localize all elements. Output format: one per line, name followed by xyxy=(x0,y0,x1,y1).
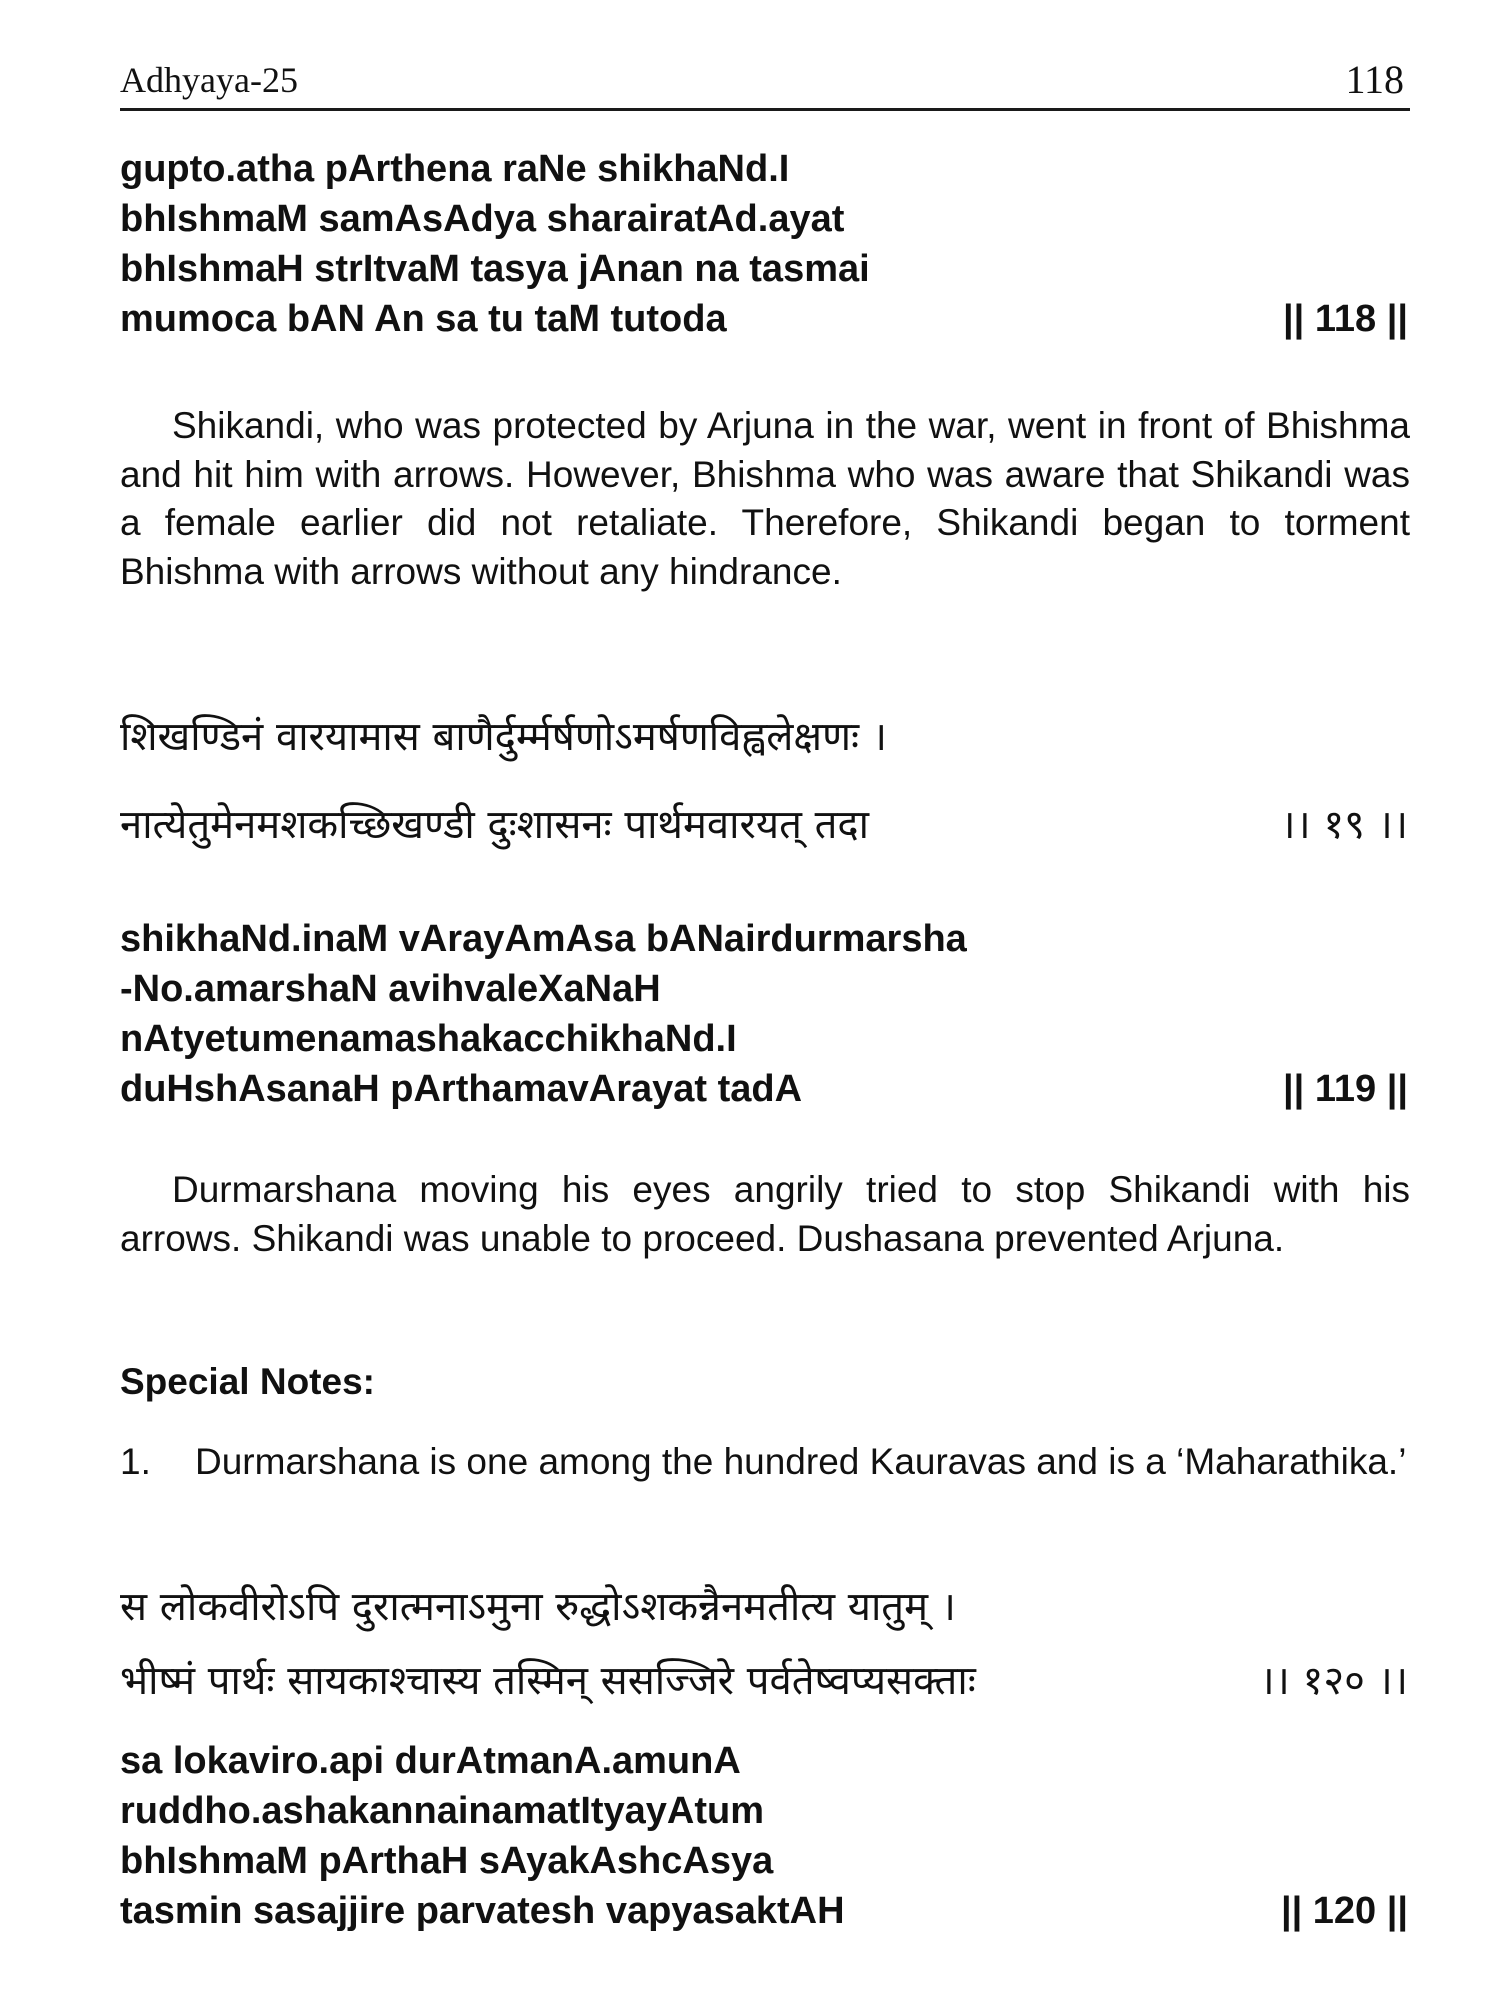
sanskrit-line xyxy=(120,1646,1410,1716)
translit-line xyxy=(120,1064,1410,1114)
translit-line: bhIshmaH strItvaM tasya jAnan na tasmai xyxy=(120,248,870,290)
sanskrit-verse-number: ।। १२० ।। xyxy=(1259,1658,1408,1704)
translit-line: bhIshmaM samAsAdya sharairatAd.ayat xyxy=(120,198,845,240)
special-notes xyxy=(120,1358,1410,1487)
translit-line xyxy=(120,294,1410,344)
note-item xyxy=(120,1438,1410,1487)
translit-line xyxy=(120,1886,1410,1936)
translation-paragraph: Durmarshana moving his eyes angrily tried to stop Shikandi with his arrows. Shikandi was unable to proceed. Dushasana prevented Arjuna. xyxy=(120,1169,1410,1259)
sanskrit-line-text: नात्येतुमेनमशकच्छिखण्डी दुःशासनः पार्थमवारयत् तदा xyxy=(120,802,869,848)
verse-number: || 120 || xyxy=(1280,1890,1408,1932)
sanskrit-line: स लोकवीरोऽपि दुरात्मनाऽमुना रुद्धोऽशकन्नैनमतीत्य यातुम् । xyxy=(120,1584,956,1630)
translit-line-text: tasmin sasajjire parvatesh vapyasaktAH xyxy=(120,1890,845,1932)
translit-line: -No.amarshaN avihvaleXaNaH xyxy=(120,968,661,1010)
page xyxy=(120,0,1410,2000)
verse-119-translation xyxy=(120,1166,1410,1263)
sanskrit-line: शिखण्डिनं वारयामास बाणैर्दुर्म्मर्षणोऽमर्षणविह्वलेक्षणः । xyxy=(120,714,887,760)
note-number: 1. xyxy=(120,1441,151,1482)
verse-120-transliteration xyxy=(120,1736,1410,1936)
verse-119-sanskrit xyxy=(120,702,1410,860)
chapter-title: Adhyaya-25 xyxy=(120,60,298,100)
translit-line: gupto.atha pArthena raNe shikhaNd.I xyxy=(120,148,790,190)
verse-number: || 118 || xyxy=(1283,298,1408,340)
special-notes-heading: Special Notes: xyxy=(120,1361,375,1402)
sanskrit-line xyxy=(120,790,1410,860)
verse-118-translation xyxy=(120,402,1410,596)
page-header xyxy=(120,52,1410,111)
verse-120-sanskrit xyxy=(120,1572,1410,1716)
note-text: Durmarshana is one among the hundred Kauravas and is a ‘Maharathika.’ xyxy=(195,1441,1407,1482)
translit-line-text: duHshAsanaH pArthamavArayat tadA xyxy=(120,1068,803,1110)
translit-line: bhIshmaM pArthaH sAyakAshcAsya xyxy=(120,1840,774,1882)
translation-paragraph: Shikandi, who was protected by Arjuna in the war, went in front of Bhishma and hit him with arrows. However, Bhishma who was aware that Shikandi was a female earlier did not retaliate. Therefore, Shikandi began to torment Bhishma with arrows without any hindrance. xyxy=(120,405,1410,592)
translit-line: sa lokaviro.api durAtmanA.amunA xyxy=(120,1740,741,1782)
translit-line: ruddho.ashakannainamatItyayAtum xyxy=(120,1790,765,1832)
translit-line: nAtyetumenamashakacchikhaNd.I xyxy=(120,1018,737,1060)
verse-119-transliteration xyxy=(120,914,1410,1114)
verse-118-transliteration xyxy=(120,144,1410,344)
verse-number: || 119 || xyxy=(1283,1068,1408,1110)
translit-line-text: mumoca bAN An sa tu taM tutoda xyxy=(120,298,727,340)
translit-line: shikhaNd.inaM vArayAmAsa bANairdurmarsha xyxy=(120,918,967,960)
sanskrit-verse-number: ।। १९ ।। xyxy=(1280,802,1408,848)
page-number: 118 xyxy=(1345,57,1404,102)
sanskrit-line-text: भीष्मं पार्थः सायकाश्चास्य तस्मिन् ससज्जिरे पर्वतेष्वप्यसक्ताः xyxy=(120,1658,976,1704)
